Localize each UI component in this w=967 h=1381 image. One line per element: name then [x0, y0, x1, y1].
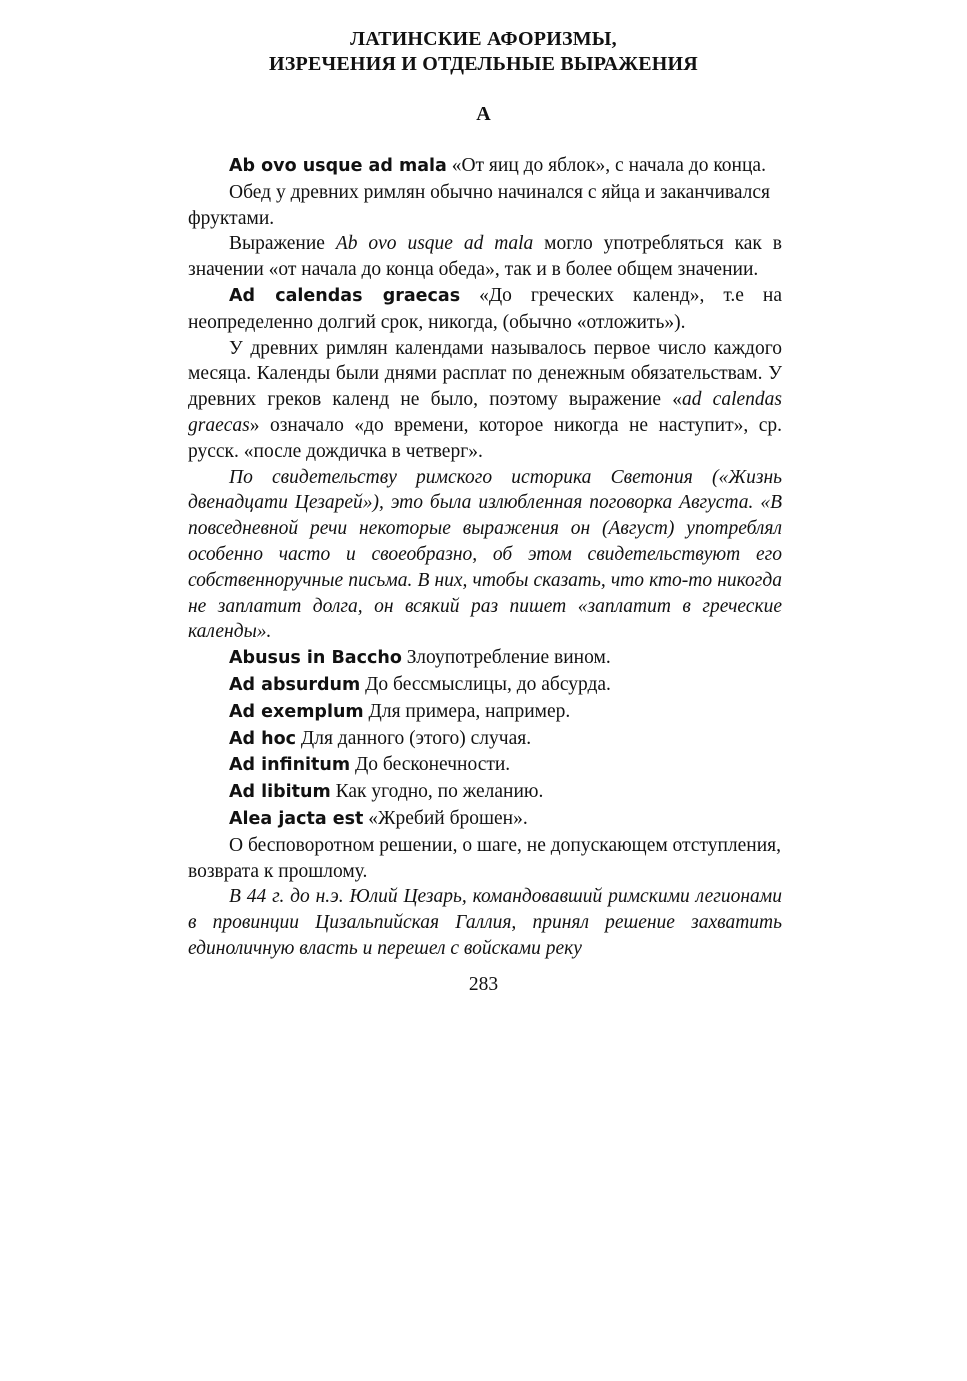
- entry-definition: Для данного (этого) случая.: [296, 727, 532, 749]
- latin-phrase: ad calendas graecas: [188, 389, 782, 436]
- entry-abusus: [188, 645, 782, 672]
- entry-note: О бесповоротном решении, о шаге, не допускающем отступления, возврата к прошлому.: [188, 834, 782, 882]
- latin-phrase: Ab ovo usque ad mala: [335, 233, 534, 255]
- entry-note: [188, 336, 782, 465]
- entry-term: Ab ovo usque ad mala: [229, 156, 447, 176]
- entry-note: [188, 231, 782, 283]
- entry-term: Abusus in Baccho: [229, 648, 402, 669]
- note-text: » означало «до времени, которое никогда не наступит», ср. русск. «после дождичка в четверг».: [188, 414, 782, 462]
- section-letter-heading: А: [476, 103, 491, 125]
- entry-definition: Как угодно, по желанию.: [330, 781, 544, 803]
- entry-note: Обед у древних римлян обычно начинался с яйца и заканчивался фруктами.: [188, 181, 771, 229]
- entry-term: Alea jacta est: [229, 808, 364, 829]
- entry-definition: «Жребий брошен».: [363, 807, 528, 829]
- dictionary-body: [188, 153, 782, 962]
- entry-ad-hoc: [188, 726, 782, 753]
- entry-ad-absurdum: [188, 672, 782, 699]
- entry-term: Ad libitum: [229, 782, 331, 803]
- page-number: 283: [468, 974, 499, 995]
- note-text: могло употребляться как в значении «от начала до конца обеда», так и в более общем значении.: [188, 233, 782, 281]
- page-title-line-1: ЛАТИНСКИЕ АФОРИЗМЫ,: [350, 28, 617, 50]
- entry-term: Ad infinitum: [229, 755, 351, 776]
- entry-term: Ad exemplum: [229, 701, 364, 722]
- entry-term: Ad calendas graecas: [229, 285, 461, 306]
- entry-ad-infinitum: [188, 752, 782, 779]
- entry-definition: До бессмыслицы, до абсурда.: [360, 673, 611, 695]
- entry-alea: [188, 806, 782, 833]
- entry-term: Ad absurdum: [229, 674, 361, 695]
- entry-definition: Злоупотребление вином.: [401, 647, 611, 669]
- entry-definition: До бесконечности.: [350, 754, 511, 776]
- entry-definition: «До греческих календ», т.е на неопределенно долгий срок, никогда, (обычно «отложить»).: [188, 284, 783, 333]
- entry-ad-calendas: [188, 283, 782, 336]
- page-title-line-2: ИЗРЕЧЕНИЯ И ОТДЕЛЬНЫЕ ВЫРАЖЕНИЯ: [269, 53, 698, 75]
- note-text: У древних римлян календами называлось первое число каждого месяца. Календы были днями расплат по денежным обязательствам. У древних греков календ не было, поэтому выражение «: [188, 337, 782, 411]
- entry-quote: По свидетельству римского историка Светония («Жизнь двенадцати Цезарей»), это была излюбленная поговорка Августа. «В повседневной речи некоторые выражения он (Август) употреблял особенно часто и своеобразно, об этом свидетельствуют его собственноручные письма. В них, чтобы сказать, что кто-то никогда не заплатит долга, он всякий раз пишет «заплатит в греческие календы».: [188, 466, 782, 643]
- entry-term: Ad hoc: [229, 728, 297, 749]
- entry-ab-ovo: [188, 153, 782, 180]
- entry-definition: Для примера, например.: [363, 700, 571, 722]
- entry-quote: В 44 г. до н.э. Юлий Цезарь, командовавший римскими легионами в провинции Цизальпийская Галлия, принял решение захватить единоличную власть и перешел с войсками реку: [188, 886, 782, 959]
- entry-ad-exemplum: [188, 699, 782, 726]
- entry-ad-libitum: [188, 779, 782, 806]
- entry-definition: «От яиц до яблок», с начала до конца.: [446, 155, 766, 176]
- note-text: Выражение: [229, 233, 336, 255]
